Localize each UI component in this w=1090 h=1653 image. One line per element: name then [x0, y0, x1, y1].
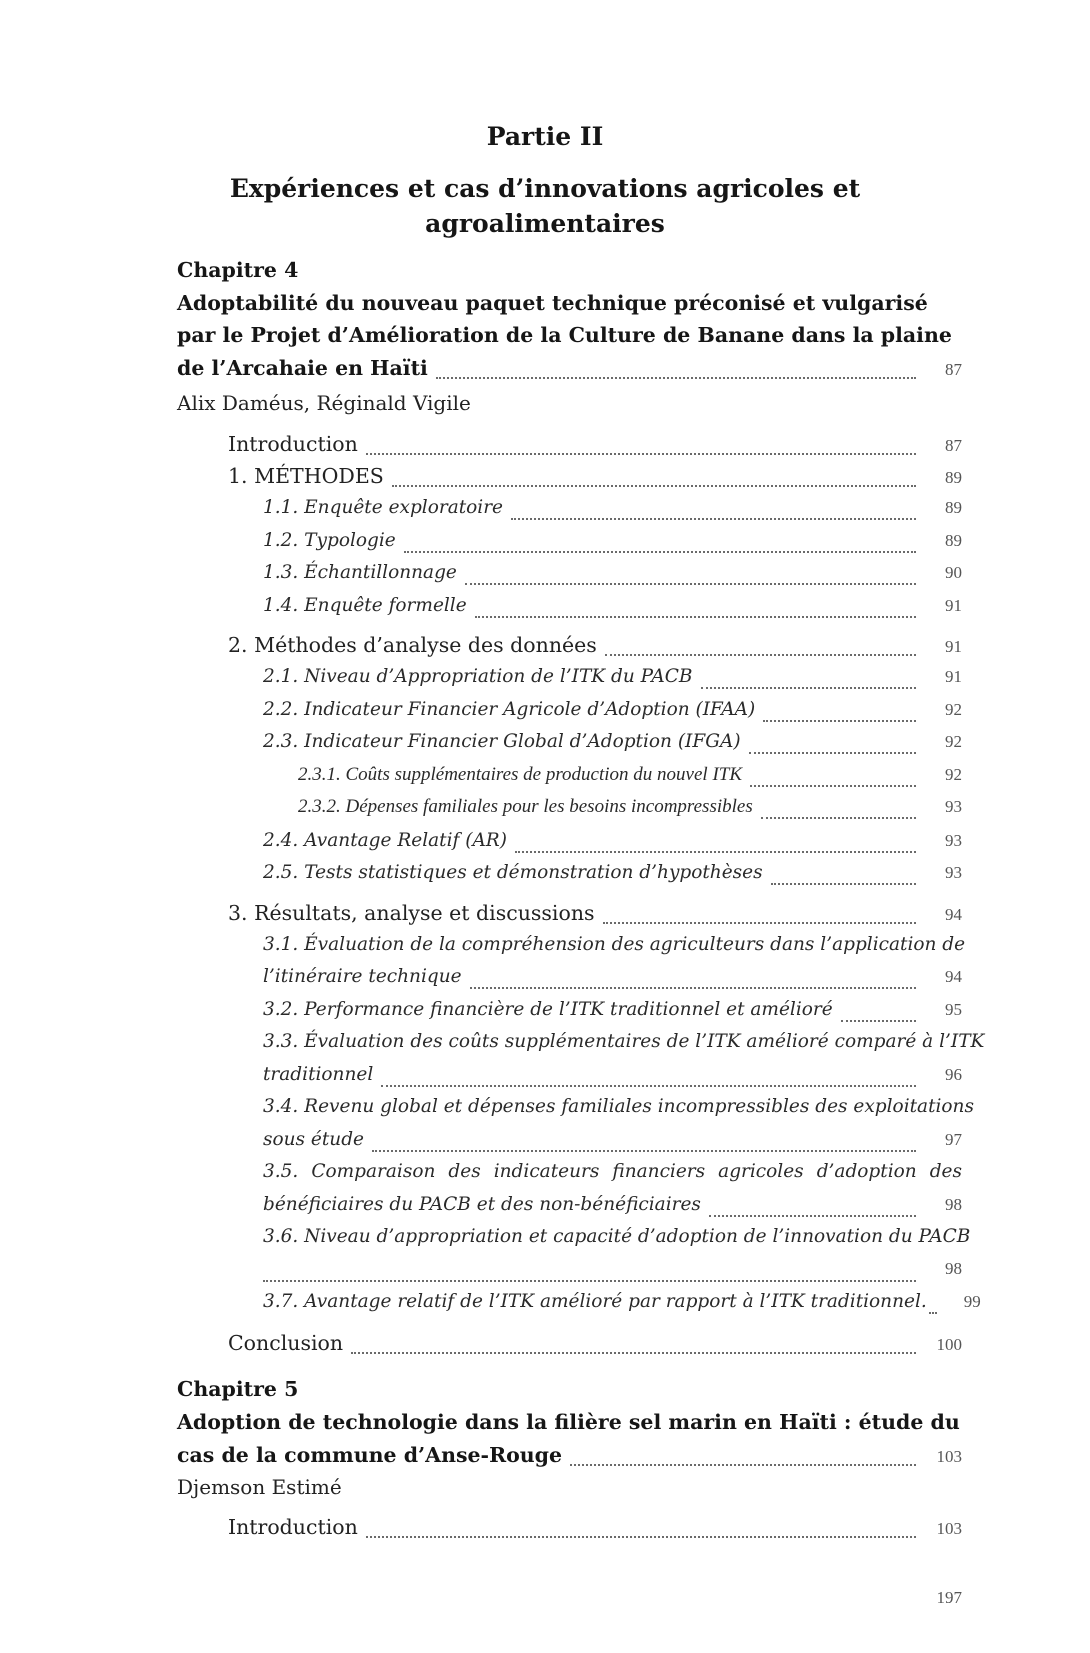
- dot-leader: [515, 850, 916, 853]
- toc-entry[interactable]: [0, 796, 1090, 828]
- page-number: 91: [945, 637, 962, 656]
- page-number: 89: [945, 468, 962, 487]
- page-folio: 197: [936, 1588, 962, 1607]
- toc-entry-line1[interactable]: [0, 934, 1090, 966]
- chapter4-label: Chapitre 4: [177, 258, 299, 282]
- toc-entry-chapter4[interactable]: [0, 356, 1090, 388]
- toc-entry[interactable]: [0, 595, 1090, 627]
- toc-entry[interactable]: [0, 666, 1090, 698]
- dot-leader: [605, 653, 916, 656]
- toc-entry[interactable]: [0, 830, 1090, 862]
- dot-leader: [841, 1019, 916, 1022]
- chapter5-title-line1: Adoption de technologie dans la filière sel marin en Haïti : étude du: [177, 1410, 960, 1434]
- toc-entry-title: 1.3. Échantillonnage: [263, 562, 457, 583]
- toc-entry-title: 2.3. Indicateur Financier Global d’Adoption (IFGA): [263, 731, 741, 752]
- page-number: 89: [945, 531, 962, 550]
- toc-entry-title: 3. Résultats, analyse et discussions: [228, 901, 595, 925]
- toc-entry-title: 3.2. Performance financière de l’ITK traditionnel et amélioré: [263, 999, 833, 1020]
- page-number: 103: [936, 1519, 962, 1538]
- dot-leader: [749, 751, 916, 754]
- dot-leader: [709, 1214, 916, 1217]
- dot-leader: [475, 615, 916, 618]
- page-number: 93: [945, 863, 962, 882]
- toc-entry-title: 3.4. Revenu global et dépenses familiales incompressibles des exploitations: [263, 1096, 974, 1117]
- dot-leader: [351, 1351, 916, 1354]
- page-number: 92: [945, 732, 962, 751]
- toc-entry[interactable]: [0, 1064, 1090, 1096]
- dot-leader: [570, 1463, 916, 1466]
- toc-entry-line1[interactable]: [0, 1031, 1090, 1063]
- page-number: 92: [945, 765, 962, 784]
- toc-entry[interactable]: [0, 1331, 1090, 1363]
- toc-entry-title: Introduction: [228, 1515, 358, 1539]
- page-number: 87: [945, 436, 962, 455]
- chapter5-title-line2: cas de la commune d’Anse-Rouge: [177, 1443, 563, 1467]
- chapter5-authors: Djemson Estimé: [177, 1475, 342, 1499]
- toc-entry-title: 2.2. Indicateur Financier Agricole d’Adoption (IFAA): [263, 699, 756, 720]
- dot-leader: [263, 1279, 916, 1282]
- toc-entry[interactable]: [0, 1515, 1090, 1547]
- toc-entry[interactable]: [0, 464, 1090, 496]
- dot-leader: [465, 582, 916, 585]
- toc-entry-title: 3.6. Niveau d’appropriation et capacité d’adoption de l’innovation du PACB: [263, 1226, 971, 1247]
- toc-entry[interactable]: [0, 999, 1090, 1031]
- page-number: 97: [945, 1130, 962, 1149]
- chapter4-authors-row: [0, 391, 1090, 423]
- chapter5-label-row: [0, 1377, 1090, 1409]
- dot-leader: [763, 719, 916, 722]
- dot-leader: [771, 882, 916, 885]
- toc-entry-title: 3.1. Évaluation de la compréhension des agriculteurs dans l’application de: [263, 934, 966, 955]
- toc-entry-title-cont: bénéficiaires du PACB et des non-bénéficiaires: [263, 1194, 701, 1215]
- toc-entry-title: Conclusion: [228, 1331, 344, 1355]
- toc-entry-title: 2.3.2. Dépenses familiales pour les besoins incompressibles: [298, 796, 753, 817]
- toc-entry-title: 1.1. Enquête exploratoire: [263, 497, 504, 518]
- chapter5-label: Chapitre 5: [177, 1377, 299, 1401]
- dot-leader: [750, 784, 916, 787]
- page-number: 92: [945, 700, 962, 719]
- page-number: 91: [945, 596, 962, 615]
- chapter4-label-row: [0, 258, 1090, 290]
- page-number: 98: [945, 1259, 962, 1278]
- chapter4-title-line1: Adoptabilité du nouveau paquet technique préconisé et vulgarisé: [177, 291, 928, 315]
- toc-entry-title: 2.4. Avantage Relatif (AR): [263, 830, 507, 851]
- toc-entry-title-cont: sous étude: [263, 1129, 365, 1150]
- dot-leader: [366, 1535, 916, 1538]
- page-number: 96: [945, 1065, 962, 1084]
- toc-entry-line1[interactable]: [0, 1161, 1090, 1193]
- toc-entry-title: Introduction: [228, 432, 358, 456]
- chapter4-title-row1: [0, 291, 1090, 323]
- dot-leader: [470, 986, 916, 989]
- toc-entry[interactable]: [0, 966, 1090, 998]
- toc-entry-line1[interactable]: [0, 1226, 1090, 1258]
- toc-entry-title: 2.5. Tests statistiques et démonstration d’hypothèses: [263, 862, 763, 883]
- toc-entry-title: 1.4. Enquête formelle: [263, 595, 467, 616]
- toc-entry[interactable]: [0, 699, 1090, 731]
- dot-leader: [392, 484, 916, 487]
- toc-entry[interactable]: [0, 432, 1090, 464]
- page-number: 103: [936, 1447, 962, 1466]
- toc-entry[interactable]: [0, 1259, 1090, 1291]
- dot-leader: [511, 517, 916, 520]
- page-number: 100: [936, 1335, 962, 1354]
- part-label: Partie II: [486, 122, 604, 151]
- chapter4-title-line3: de l’Arcahaie en Haïti: [177, 356, 428, 380]
- page-number: 87: [945, 360, 962, 379]
- toc-entry[interactable]: [0, 1194, 1090, 1226]
- page-number: 94: [945, 967, 962, 986]
- toc-entry-title-cont: l’itinéraire technique: [263, 966, 462, 987]
- toc-entry[interactable]: [0, 901, 1090, 933]
- toc-entry-line1[interactable]: [0, 1096, 1090, 1128]
- toc-entry[interactable]: [0, 1291, 1090, 1323]
- chapter4-title-row2: [0, 323, 1090, 355]
- toc-entry[interactable]: [0, 731, 1090, 763]
- page-number: 93: [945, 831, 962, 850]
- chapter5-authors-row: [0, 1475, 1090, 1507]
- page-number: 99: [963, 1292, 981, 1311]
- page-number: 95: [945, 1000, 962, 1019]
- dot-leader: [603, 921, 916, 924]
- toc-entry[interactable]: [0, 562, 1090, 594]
- page-number: 91: [945, 667, 962, 686]
- toc-entry-title: 3.7. Avantage relatif de l’ITK amélioré par rapport à l’ITK traditionnel.: [263, 1291, 927, 1312]
- toc-entry[interactable]: [0, 633, 1090, 665]
- chapter4-title-line2: par le Projet d’Amélioration de la Culture de Banane dans la plaine: [177, 323, 952, 347]
- chapter5-title-row1: [0, 1410, 1090, 1442]
- dot-leader: [366, 452, 916, 455]
- dot-leader: [404, 550, 916, 553]
- toc-entry-title: 2. Méthodes d’analyse des données: [228, 633, 597, 657]
- page-number: 98: [945, 1195, 962, 1214]
- page-number: 93: [945, 797, 962, 816]
- toc-entry-title: 2.3.1. Coûts supplémentaires de production du nouvel ITK: [298, 764, 743, 785]
- part-title-line2: agroalimentaires: [425, 209, 665, 238]
- chapter4-authors: Alix Daméus, Réginald Vigile: [177, 391, 471, 415]
- dot-leader: [436, 376, 916, 379]
- dot-leader: [372, 1149, 916, 1152]
- toc-entry[interactable]: [0, 1129, 1090, 1161]
- dot-leader: [701, 686, 917, 689]
- toc-entry-chapter5[interactable]: [0, 1443, 1090, 1475]
- toc-entry[interactable]: [0, 764, 1090, 796]
- toc-entry[interactable]: [0, 862, 1090, 894]
- toc-entry-title: 1.2. Typologie: [263, 530, 396, 551]
- page-number: 94: [945, 905, 962, 924]
- toc-entry[interactable]: [0, 530, 1090, 562]
- toc-entry[interactable]: [0, 497, 1090, 529]
- page-number: 90: [945, 563, 962, 582]
- toc-entry-title: 1. MÉTHODES: [228, 464, 384, 488]
- toc-entry-title: 3.3. Évaluation des coûts supplémentaires de l’ITK amélioré comparé à l’ITK: [263, 1031, 985, 1052]
- dot-leader: [381, 1084, 916, 1087]
- page-number: 89: [945, 498, 962, 517]
- toc-entry-title: 3.5. Comparaison des indicateurs financiers agricoles d’adoption des: [263, 1161, 962, 1182]
- part-title-line1: Expériences et cas d’innovations agricoles et: [229, 174, 861, 203]
- dot-leader: [929, 1311, 937, 1314]
- dot-leader: [761, 816, 916, 819]
- toc-entry-title-cont: traditionnel: [263, 1064, 374, 1085]
- toc-entry-title: 2.1. Niveau d’Appropriation de l’ITK du PACB: [263, 666, 693, 687]
